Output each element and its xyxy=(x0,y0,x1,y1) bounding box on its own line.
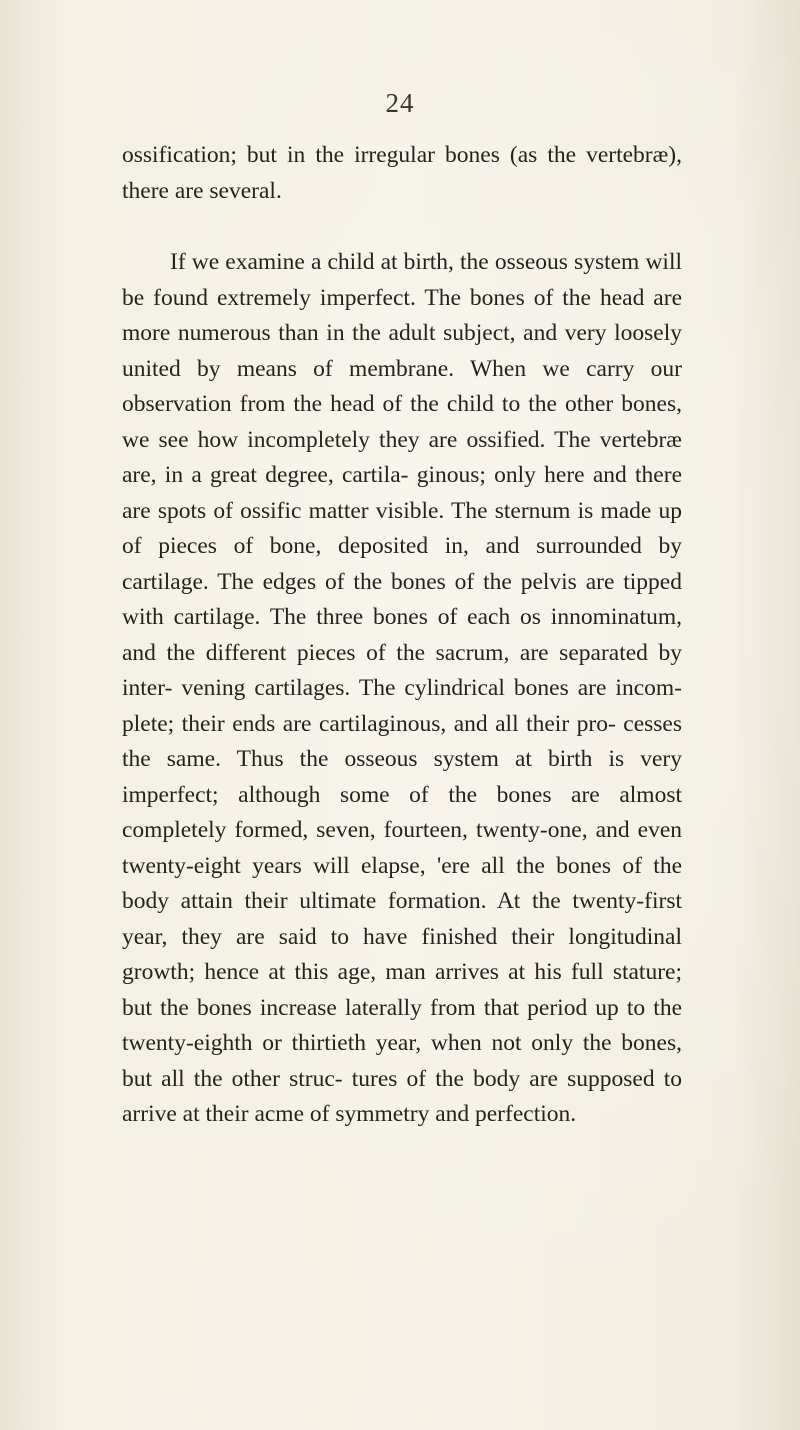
main-paragraph xyxy=(122,245,682,1133)
continued-paragraph xyxy=(122,138,682,209)
page-number: 24 xyxy=(385,88,415,118)
paragraph-text: If we examine a child at birth, the osseous system will be found extremely imperfect. The bones of the head are more numerous than in the adult subject, and very loosely united by means of membrane. When we carry our observation from the head of the child to the other bones, we see how incompletely they are ossified. The vertebræ are, in a great degree, cartila- ginous; only here and there are spots of ossific matter visible. The sternum is made up of pieces of bone, deposited in, and surrounded by cartilage. The edges of the bones of the pelvis are tipped with cartilage. The three bones of each os innominatum, and the different pieces of the sacrum, are separated by inter- vening cartilages. The cylindrical bones are incom- plete; their ends are cartilaginous, and all their pro- cesses the same. Thus the osseous system at birth is very imperfect; although some of the bones are almost completely formed, seven, fourteen, twenty-one, and even twenty-eight years will elapse, 'ere all the bones of the body attain their ultimate formation. At the twenty-first year, they are said to have finished their longitudinal growth; hence at this age, man arrives at his full stature; but the bones increase laterally from that period up to the twenty-eighth or thirtieth year, when not only the bones, but all the other struc- tures of the body are supposed to arrive at their acme of symmetry and perfection. xyxy=(122,249,682,1127)
paragraph-text: ossification; but in the irregular bones (as the vertebræ), there are several. xyxy=(122,142,682,204)
